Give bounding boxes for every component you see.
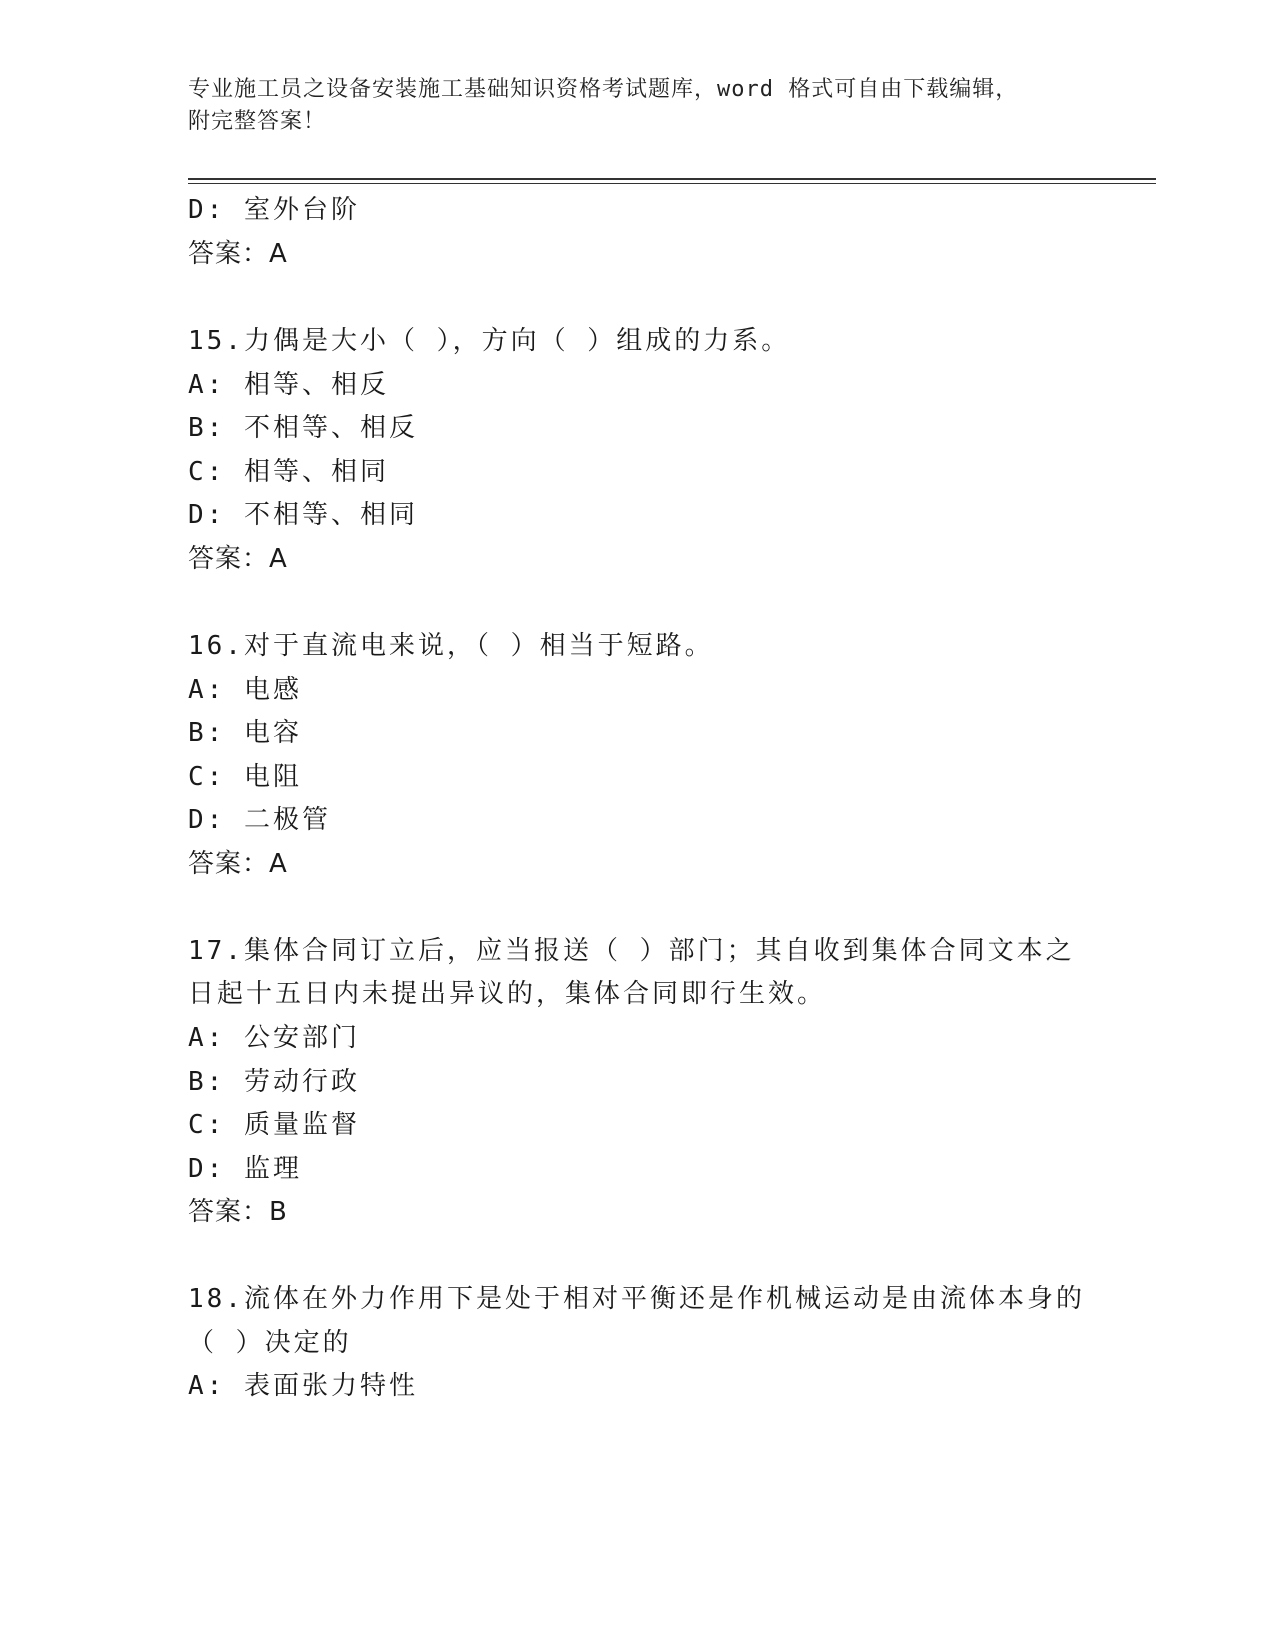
q16-option-a: A: 电感 — [188, 675, 302, 705]
q18-stem-line-2: （ ）决定的 — [188, 1328, 352, 1358]
document-header — [188, 74, 1088, 138]
q18-option-a: A: 表面张力特性 — [188, 1371, 418, 1401]
q15-option-a: A: 相等、相反 — [188, 370, 389, 400]
header-line-2: 附完整答案！ — [188, 109, 327, 134]
q16-stem: 16.对于直流电来说，（ ）相当于短路。 — [188, 631, 714, 661]
q17-option-a: A: 公安部门 — [188, 1023, 360, 1053]
q15-answer: 答案：A — [188, 544, 288, 574]
q17-stem-line-1: 17.集体合同订立后，应当报送（ ）部门；其自收到集体合同文本之 — [188, 936, 1075, 966]
q17-option-d: D: 监理 — [188, 1154, 302, 1184]
prev-answer: 答案：A — [188, 239, 288, 269]
q16-option-b: B: 电容 — [188, 718, 302, 748]
q17-answer: 答案：B — [188, 1197, 288, 1227]
header-line-1: 专业施工员之设备安装施工基础知识资格考试题库，word 格式可自由下载编辑， — [188, 77, 1019, 102]
q15-stem: 15.力偶是大小（ ），方向（ ）组成的力系。 — [188, 326, 791, 356]
q15-option-c: C: 相等、相同 — [188, 457, 389, 487]
header-divider-thick — [188, 178, 1156, 180]
q16-option-d: D: 二极管 — [188, 805, 331, 835]
q17-option-b: B: 劳动行政 — [188, 1067, 360, 1097]
header-divider-thin — [188, 183, 1156, 184]
q16-option-c: C: 电阻 — [188, 762, 302, 792]
prev-option-d: D: 室外台阶 — [188, 195, 360, 225]
q17-option-c: C: 质量监督 — [188, 1110, 360, 1140]
q17-stem-line-2: 日起十五日内未提出异议的，集体合同即行生效。 — [188, 979, 827, 1009]
q16-answer: 答案：A — [188, 849, 288, 879]
q15-option-d: D: 不相等、相同 — [188, 500, 418, 530]
q15-option-b: B: 不相等、相反 — [188, 413, 418, 443]
q18-stem-line-1: 18.流体在外力作用下是处于相对平衡还是作机械运动是由流体本身的 — [188, 1284, 1085, 1314]
